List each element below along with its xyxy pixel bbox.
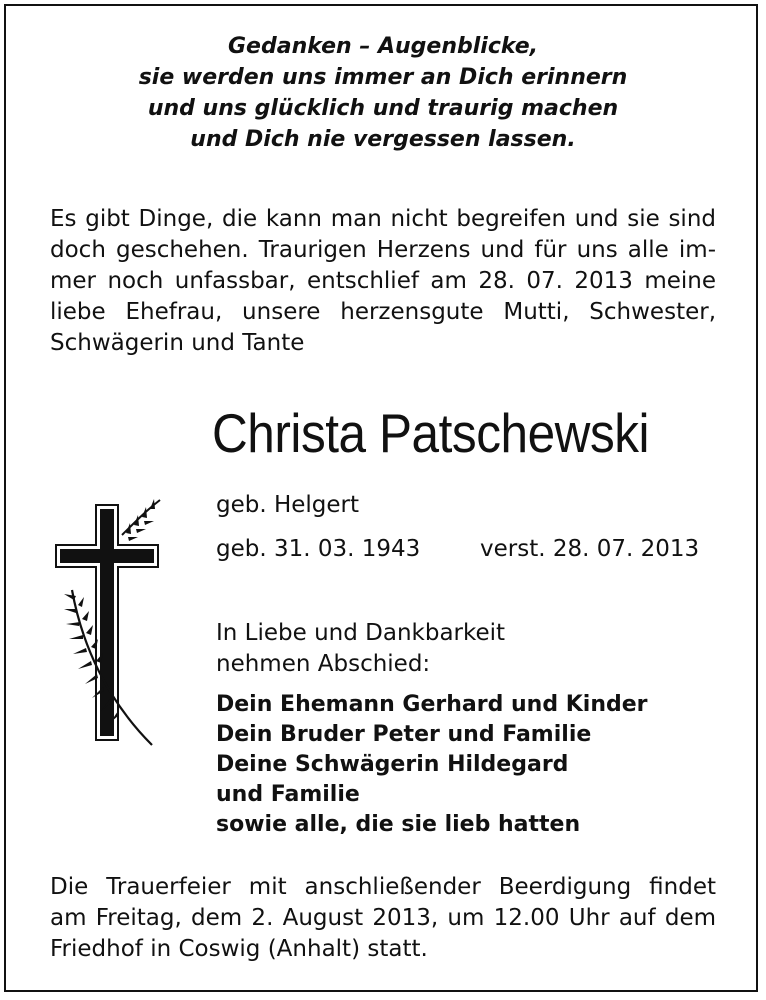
intro-line: mer noch unfassbar, entschlief am 28. 07. 2013 meine	[50, 268, 716, 294]
poem-line: und Dich nie vergessen lassen.	[190, 127, 576, 152]
death-date: verst. 28. 07. 2013	[480, 536, 700, 562]
intro-line: liebe Ehefrau, unsere herzensgute Mutti, Schwester,	[50, 299, 716, 325]
intro-text	[50, 204, 716, 359]
funeral-line: Friedhof in Coswig (Anhalt) statt.	[50, 936, 428, 962]
farewell-text	[216, 618, 505, 680]
mourner-entry: Deine Schwägerin Hildegard	[216, 752, 569, 777]
farewell-line: In Liebe und Dankbarkeit	[216, 620, 506, 646]
funeral-line: Die Trauerfeier mit anschließender Beerdigung findet	[50, 874, 716, 900]
funeral-line: am Freitag, dem 2. August 2013, um 12.00 Uhr auf dem	[50, 905, 716, 931]
intro-line: Es gibt Dinge, die kann man nicht begreifen und sie sind	[50, 206, 716, 232]
intro-line: Schwägerin und Tante	[50, 330, 305, 356]
poem-line: Gedanken – Augenblicke,	[228, 34, 538, 59]
mourner-entry: und Familie	[216, 782, 360, 807]
maiden-name: geb. Helgert	[216, 492, 360, 518]
poem-line: und uns glücklich und traurig machen	[147, 96, 619, 121]
mourners-list	[216, 690, 648, 840]
poem	[0, 31, 766, 155]
funeral-info	[50, 872, 716, 965]
poem-line: sie werden uns immer an Dich erinnern	[138, 65, 628, 90]
mourner-entry: sowie alle, die sie lieb hatten	[216, 812, 581, 837]
birth-date: geb. 31. 03. 1943	[216, 536, 421, 562]
cross-with-palm-branch-icon	[52, 495, 162, 750]
intro-line: doch geschehen. Traurigen Herzens und für uns alle im-	[50, 237, 716, 263]
mourner-entry: Dein Ehemann Gerhard und Kinder	[216, 692, 648, 717]
mourner-entry: Dein Bruder Peter und Familie	[216, 722, 592, 747]
deceased-name: Christa Patschewski	[212, 402, 650, 464]
farewell-line: nehmen Abschied:	[216, 651, 431, 677]
